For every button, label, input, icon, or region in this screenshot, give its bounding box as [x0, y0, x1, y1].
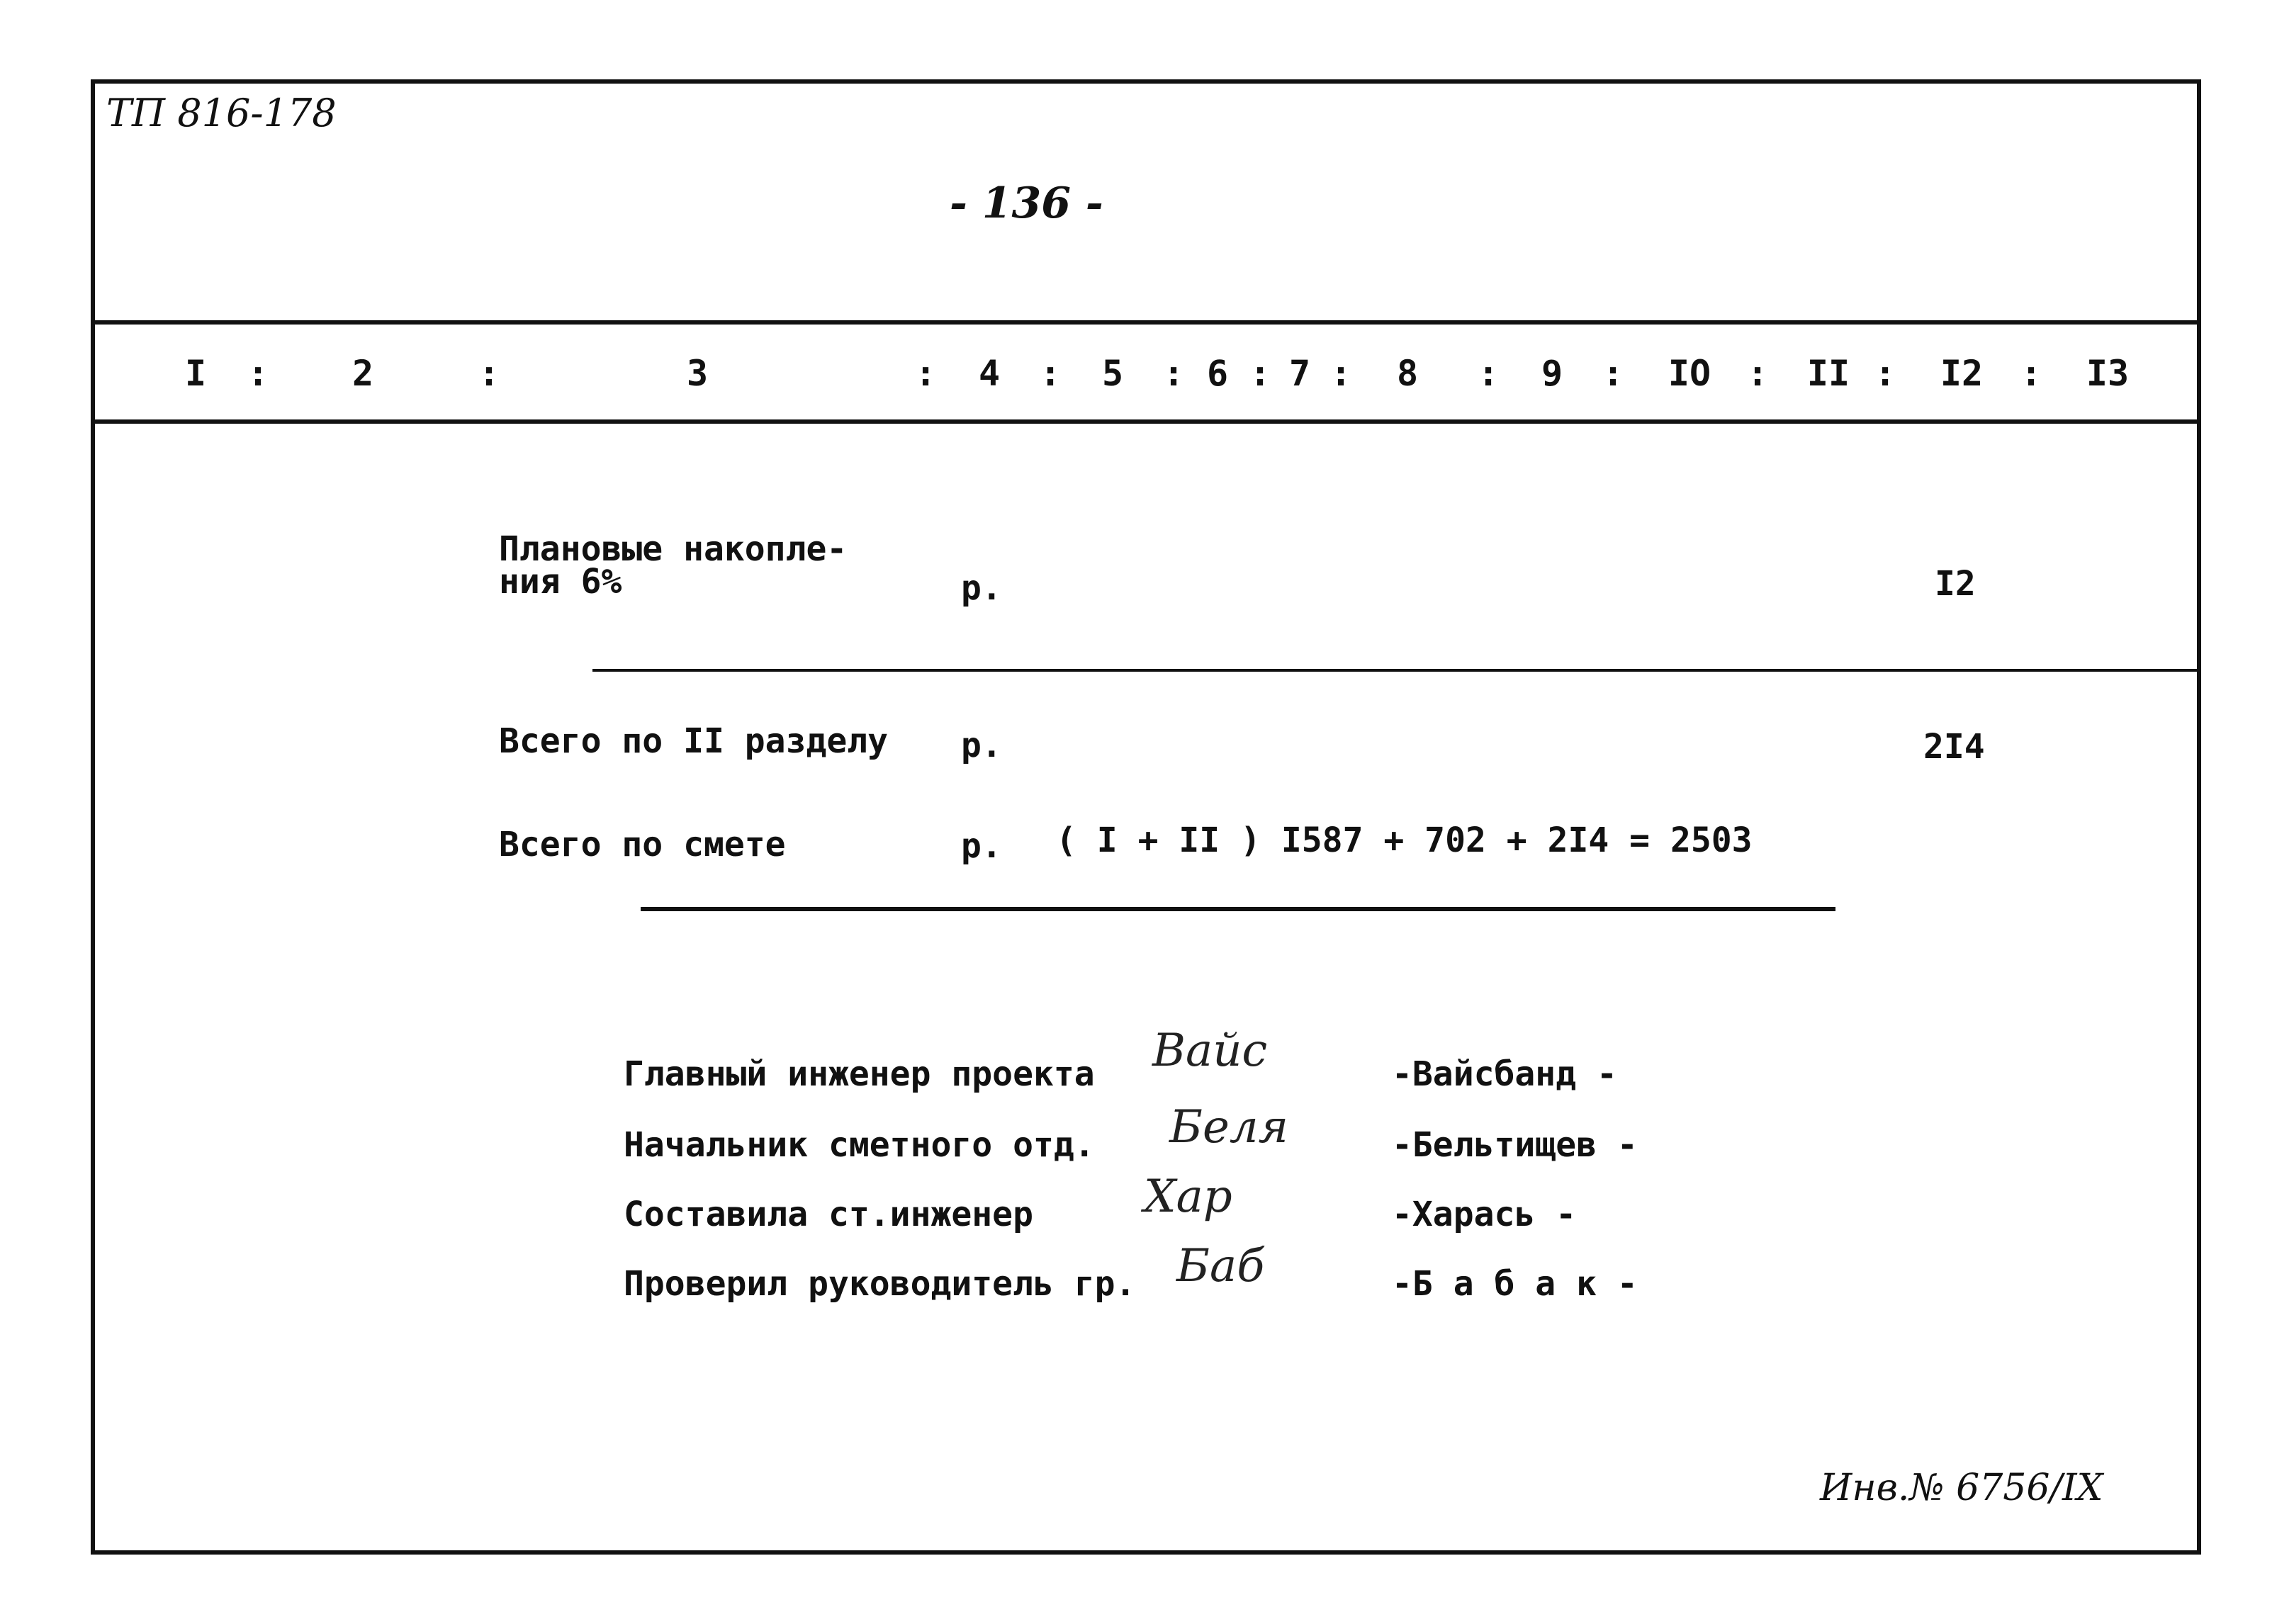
- row-unit: р.: [961, 826, 1002, 866]
- signature-name-compiler: -Харась -: [1392, 1195, 1577, 1234]
- page-number: - 136 -: [950, 179, 1103, 228]
- row-unit: р.: [961, 726, 1002, 765]
- column-number-10: IO: [1668, 353, 1711, 394]
- total-formula: ( I + II ) I587 + 702 + 2I4 = 2503: [1056, 821, 1753, 860]
- header-divider: [91, 320, 2201, 325]
- column-separator: :: [1477, 353, 1500, 394]
- column-separator: :: [1329, 353, 1352, 394]
- column-separator: :: [1602, 353, 1624, 394]
- signature-role-head-of-estimates: Начальник сметного отд.: [624, 1125, 1095, 1165]
- signature-name-checker: -Б а б а к -: [1392, 1264, 1638, 1304]
- row-value: I2: [1935, 564, 1976, 604]
- page-frame: [91, 79, 2201, 1555]
- row-value: 2I4: [1923, 727, 1985, 767]
- column-header-divider: [91, 419, 2201, 424]
- column-number-12: I2: [1940, 353, 1984, 394]
- signature-compiler: Хар: [1144, 1171, 1232, 1223]
- column-number-2: 2: [352, 353, 374, 394]
- row-label-total-section-2: Всего по II разделу: [499, 721, 889, 761]
- row-label-line: ния 6%: [499, 562, 622, 602]
- signature-role-compiler: Составила ст.инженер: [624, 1195, 1033, 1234]
- signature-role-chief-engineer: Главный инженер проекта: [624, 1054, 1095, 1094]
- column-number-11: II: [1806, 353, 1850, 394]
- column-number-8: 8: [1396, 353, 1419, 394]
- column-separator: :: [2020, 353, 2042, 394]
- column-number-header: [0, 353, 2294, 395]
- column-number-4: 4: [978, 353, 1001, 394]
- row-label-planned-accumulations: [499, 529, 848, 602]
- row-label-total-estimate: Всего по смете: [499, 825, 786, 864]
- signature-name-chief-engineer: -Вайсбанд -: [1392, 1054, 1617, 1094]
- column-number-5: 5: [1101, 353, 1124, 394]
- column-separator: :: [1746, 353, 1769, 394]
- column-number-3: 3: [686, 353, 709, 394]
- column-separator: :: [1162, 353, 1185, 394]
- column-number-9: 9: [1541, 353, 1563, 394]
- signature-name-head-of-estimates: -Бельтищев -: [1392, 1125, 1638, 1165]
- signature-checker: Баб: [1176, 1240, 1265, 1292]
- row-unit: р.: [961, 568, 1002, 608]
- column-separator: :: [478, 353, 500, 394]
- signature-head-of-estimates: Беля: [1169, 1101, 1289, 1154]
- column-number-13: I3: [2086, 353, 2130, 394]
- row-divider: [592, 669, 2201, 672]
- signature-role-checker: Проверил руководитель гр.: [624, 1264, 1136, 1304]
- total-underline: [641, 907, 1835, 911]
- signature-chief-engineer: Вайс: [1152, 1025, 1268, 1077]
- document-code: ТП 816-178: [106, 91, 337, 135]
- column-number-7: 7: [1288, 353, 1311, 394]
- column-separator: :: [1249, 353, 1271, 394]
- column-separator: :: [914, 353, 937, 394]
- inventory-number: Инв.№ 6756/IX: [1820, 1467, 2103, 1509]
- column-number-6: 6: [1206, 353, 1229, 394]
- column-separator: :: [1874, 353, 1896, 394]
- column-number-1: I: [184, 353, 207, 394]
- row-label-line: Плановые накопле-: [499, 529, 848, 569]
- column-separator: :: [247, 353, 269, 394]
- column-separator: :: [1039, 353, 1062, 394]
